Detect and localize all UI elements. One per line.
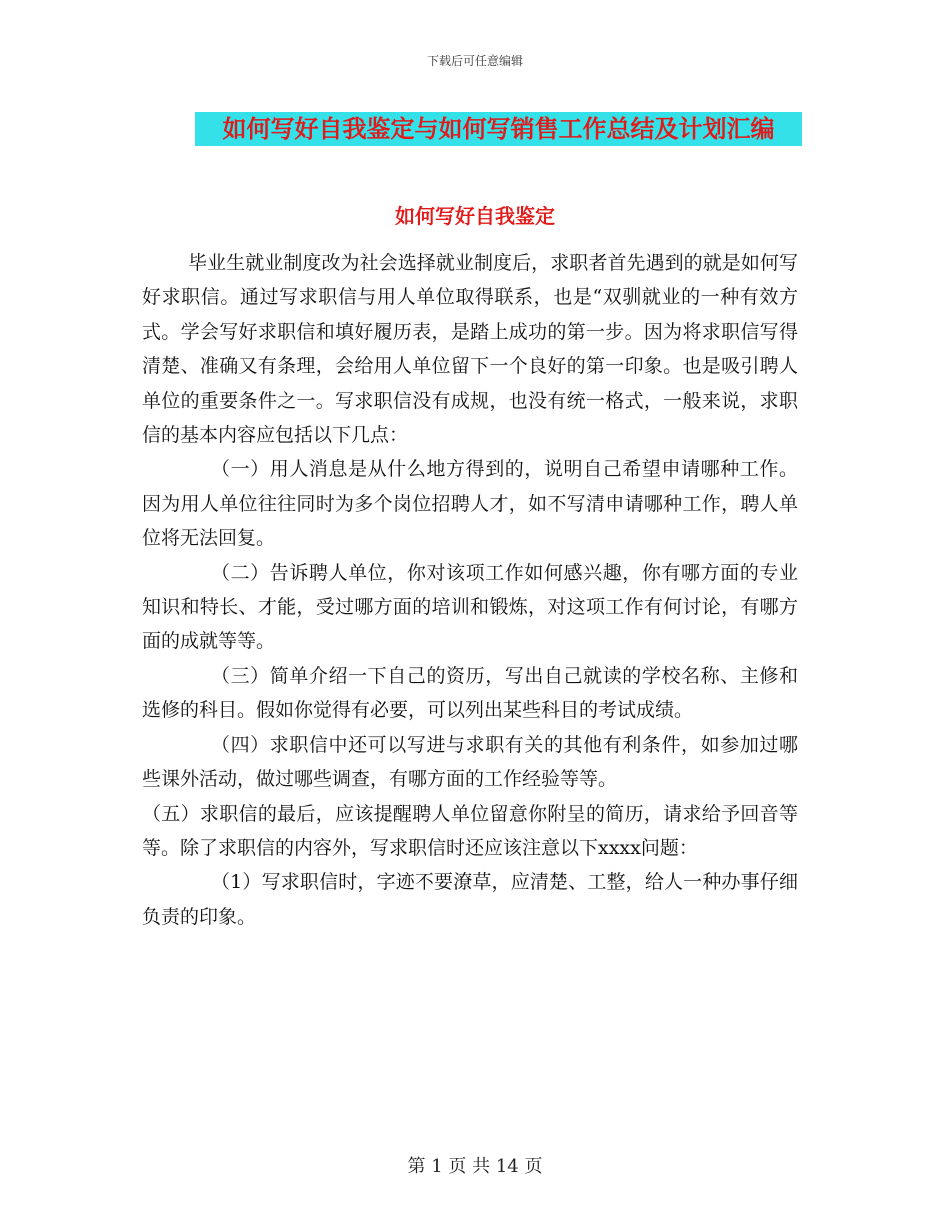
paragraph-item-5: （五）求职信的最后，应该提醒聘人单位留意你附呈的简历，请求给予回音等等。除了求职信的内容外，写求职信时还应该注意以下xxxx问题： xyxy=(142,802,798,859)
document-title: 如何写好自我鉴定与如何写销售工作总结及计划汇编 xyxy=(195,112,802,146)
paragraph-item-1: （一）用人消息是从什么地方得到的，说明自己希望申请哪种工作。因为用人单位往往同时为多个岗位招聘人才，如不写清申请哪种工作，聘人单位将无法回复。 xyxy=(142,458,798,550)
header-note: 下载后可任意编辑 xyxy=(426,54,523,68)
section-title: 如何写好自我鉴定 xyxy=(395,204,555,228)
paragraph-item-4: （四）求职信中还可以写进与求职有关的其他有利条件，如参加过哪些课外活动，做过哪些调查，有哪方面的工作经验等等。 xyxy=(142,733,798,791)
page-footer: 第 1 页 共 14 页 xyxy=(407,1156,543,1177)
paragraph-note-1: （1）写求职信时，字迹不要潦草，应清楚、工整，给人一种办事仔细负责的印象。 xyxy=(142,871,798,928)
paragraph-item-2: （二）告诉聘人单位，你对该项工作如何感兴趣，你有哪方面的专业知识和特长、才能，受过哪方面的培训和锻炼，对这项工作有何讨论，有哪方面的成就等等。 xyxy=(142,561,798,653)
document-body xyxy=(142,246,798,934)
paragraph-intro: 毕业生就业制度改为社会选择就业制度后，求职者首先遇到的就是如何写好求职信。通过写求职信与用人单位取得联系，也是“双驯就业的一种有效方式。学会写好求职信和填好履历表，是踏上成功的第一步。因为将求职信写得清楚、准确又有条理，会给用人单位留下一个良好的第一印象。也是吸引聘人单位的重要条件之一。写求职信没有成规，也没有统一格式，一般来说，求职信的基本内容应包括以下几点： xyxy=(142,252,798,447)
paragraph-item-3: （三）简单介绍一下自己的资历，写出自己就读的学校名称、主修和选修的科目。假如你觉得有必要，可以列出某些科目的考试成绩。 xyxy=(142,664,798,722)
